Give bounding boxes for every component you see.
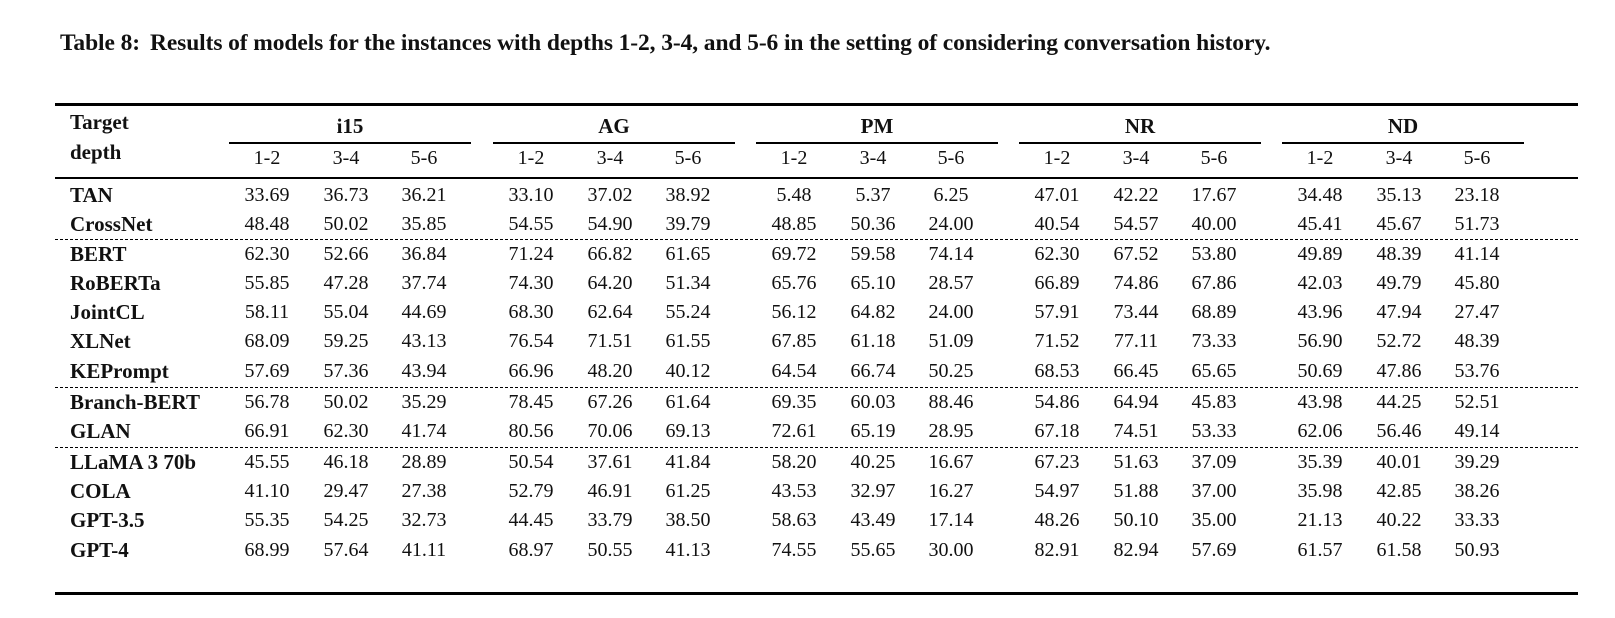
table-cell: 50.55 — [587, 539, 633, 561]
table-cell: 52.79 — [508, 480, 554, 502]
table-cell: 45.67 — [1376, 213, 1422, 235]
table-cell: 17.67 — [1191, 184, 1237, 206]
section-divider — [55, 239, 1578, 240]
table-cell: 53.76 — [1454, 360, 1500, 382]
header-depth-label: depth — [70, 140, 122, 164]
group-header-ag: AG — [598, 114, 630, 138]
table-cell: 28.95 — [928, 420, 974, 442]
table-caption-text: Results of models for the instances with depths 1-2, 3-4, and 5-6 in the setting of considering conversation history. — [149, 30, 1271, 56]
table-cell: 58.11 — [244, 301, 290, 323]
table-cell: 37.61 — [587, 451, 633, 473]
table-top-rule — [55, 103, 1578, 106]
table-cell: 5.48 — [776, 184, 812, 206]
depth-header: 3-4 — [1122, 147, 1150, 169]
table-cell: 66.45 — [1113, 360, 1159, 382]
table-cell: 41.13 — [665, 539, 711, 561]
table-cell: 43.96 — [1297, 301, 1343, 323]
table-cell: 40.00 — [1191, 213, 1237, 235]
table-cell: 69.13 — [665, 420, 711, 442]
model-name: GLAN — [70, 419, 131, 443]
table-cell: 35.00 — [1191, 509, 1237, 531]
table-cell: 46.91 — [587, 480, 633, 502]
depth-header: 1-2 — [1306, 147, 1334, 169]
table-cell: 55.85 — [244, 272, 290, 294]
model-name: BERT — [70, 242, 127, 266]
table-cell: 33.33 — [1454, 509, 1500, 531]
table-cell: 47.28 — [323, 272, 369, 294]
table-cell: 77.11 — [1113, 330, 1159, 352]
table-cell: 50.69 — [1297, 360, 1343, 382]
table-cell: 72.61 — [771, 420, 817, 442]
table-cell: 37.02 — [587, 184, 633, 206]
table-cell: 71.51 — [587, 330, 633, 352]
table-cell: 45.80 — [1454, 272, 1500, 294]
table-cell: 41.84 — [665, 451, 711, 473]
table-cell: 52.72 — [1376, 330, 1422, 352]
table-cell: 51.73 — [1454, 213, 1500, 235]
table-cell: 36.84 — [401, 243, 447, 265]
table-cell: 57.91 — [1034, 301, 1080, 323]
table-cell: 44.45 — [508, 509, 554, 531]
depth-header: 5-6 — [1463, 147, 1491, 169]
table-cell: 61.25 — [665, 480, 711, 502]
table-cell: 66.91 — [244, 420, 290, 442]
model-name: KEPrompt — [70, 359, 169, 383]
table-cell: 48.39 — [1376, 243, 1422, 265]
table-cell: 51.88 — [1113, 480, 1159, 502]
model-name: TAN — [70, 183, 113, 207]
table-cell: 42.85 — [1376, 480, 1422, 502]
table-cell: 48.20 — [587, 360, 633, 382]
table-cell: 73.44 — [1113, 301, 1159, 323]
table-cell: 57.69 — [1191, 539, 1237, 561]
table-cell: 62.30 — [1034, 243, 1080, 265]
table-cell: 61.58 — [1376, 539, 1422, 561]
table-cell: 54.86 — [1034, 391, 1080, 413]
table-cell: 51.34 — [665, 272, 711, 294]
table-cell: 69.35 — [771, 391, 817, 413]
table-cell: 57.64 — [323, 539, 369, 561]
table-cell: 82.91 — [1034, 539, 1080, 561]
table-cell: 40.12 — [665, 360, 711, 382]
table-cell: 40.25 — [850, 451, 896, 473]
model-name: LLaMA 3 70b — [70, 450, 197, 474]
table-cell: 47.94 — [1376, 301, 1422, 323]
table-cell: 35.85 — [401, 213, 447, 235]
table-cell: 61.64 — [665, 391, 711, 413]
depth-header: 1-2 — [253, 147, 281, 169]
table-cell: 71.52 — [1034, 330, 1080, 352]
table-cell: 37.74 — [401, 272, 447, 294]
table-cell: 16.67 — [928, 451, 974, 473]
model-name: CrossNet — [70, 212, 153, 236]
table-cell: 41.11 — [401, 539, 447, 561]
table-cell: 82.94 — [1113, 539, 1159, 561]
table-cell: 43.94 — [401, 360, 447, 382]
table-cell: 38.50 — [665, 509, 711, 531]
table-header-rule — [55, 177, 1578, 179]
table-cell: 50.25 — [928, 360, 974, 382]
table-cell: 56.46 — [1376, 420, 1422, 442]
table-cell: 73.33 — [1191, 330, 1237, 352]
table-cell: 33.69 — [244, 184, 290, 206]
table-cell: 65.76 — [771, 272, 817, 294]
group-header-nd: ND — [1387, 114, 1419, 138]
table-cell: 68.99 — [244, 539, 290, 561]
table-cell: 49.89 — [1297, 243, 1343, 265]
table-cell: 47.86 — [1376, 360, 1422, 382]
table-cell: 17.14 — [928, 509, 974, 531]
depth-header: 1-2 — [517, 147, 545, 169]
table-cell: 49.79 — [1376, 272, 1422, 294]
table-cell: 52.66 — [323, 243, 369, 265]
table-cell: 61.65 — [665, 243, 711, 265]
table-cell: 64.20 — [587, 272, 633, 294]
table-cell: 54.25 — [323, 509, 369, 531]
table-cell: 66.96 — [508, 360, 554, 382]
table-cell: 49.14 — [1454, 420, 1500, 442]
table-cell: 53.33 — [1191, 420, 1237, 442]
depth-header: 5-6 — [674, 147, 702, 169]
table-cell: 64.54 — [771, 360, 817, 382]
table-cell: 42.03 — [1297, 272, 1343, 294]
table-cell: 60.03 — [850, 391, 896, 413]
depth-header: 5-6 — [410, 147, 438, 169]
table-cell: 43.53 — [771, 480, 817, 502]
table-cell: 36.21 — [401, 184, 447, 206]
table-cell: 43.98 — [1297, 391, 1343, 413]
table-cell: 50.02 — [323, 213, 369, 235]
table-cell: 62.64 — [587, 301, 633, 323]
model-name: COLA — [70, 479, 131, 503]
table-cell: 30.00 — [928, 539, 974, 561]
table-cell: 34.48 — [1297, 184, 1343, 206]
table-cell: 55.65 — [850, 539, 896, 561]
depth-header: 3-4 — [596, 147, 624, 169]
table-cell: 6.25 — [933, 184, 969, 206]
model-name: GPT-3.5 — [70, 508, 145, 532]
depth-header: 1-2 — [1043, 147, 1071, 169]
depth-header: 1-2 — [780, 147, 808, 169]
table-cell: 36.73 — [323, 184, 369, 206]
table-cell: 37.09 — [1191, 451, 1237, 473]
depth-header: 3-4 — [859, 147, 887, 169]
table-cell: 48.26 — [1034, 509, 1080, 531]
table-cell: 24.00 — [928, 213, 974, 235]
table-cell: 62.06 — [1297, 420, 1343, 442]
table-cell: 21.13 — [1297, 509, 1343, 531]
depth-header: 5-6 — [1200, 147, 1228, 169]
table-cell: 88.46 — [928, 391, 974, 413]
table-cell: 23.18 — [1454, 184, 1500, 206]
table-cell: 37.00 — [1191, 480, 1237, 502]
header-target-label: Target — [70, 110, 129, 134]
table-cell: 67.85 — [771, 330, 817, 352]
table-cell: 50.93 — [1454, 539, 1500, 561]
table-cell: 27.47 — [1454, 301, 1500, 323]
table-cell: 62.30 — [244, 243, 290, 265]
table-cell: 50.02 — [323, 391, 369, 413]
table-cell: 68.09 — [244, 330, 290, 352]
table-cell: 68.97 — [508, 539, 554, 561]
table-cell: 45.55 — [244, 451, 290, 473]
table-cell: 27.38 — [401, 480, 447, 502]
table-cell: 67.26 — [587, 391, 633, 413]
section-divider — [55, 447, 1578, 448]
table-cell: 53.80 — [1191, 243, 1237, 265]
section-divider — [55, 387, 1578, 388]
table-cell: 50.10 — [1113, 509, 1159, 531]
table-cell: 44.69 — [401, 301, 447, 323]
table-cell: 71.24 — [508, 243, 554, 265]
table-cell: 59.25 — [323, 330, 369, 352]
table-cell: 80.56 — [508, 420, 554, 442]
table-cell: 59.58 — [850, 243, 896, 265]
table-cell: 39.29 — [1454, 451, 1500, 473]
table-cell: 28.57 — [928, 272, 974, 294]
table-bottom-rule — [55, 592, 1578, 595]
table-cell: 78.45 — [508, 391, 554, 413]
table-cell: 66.74 — [850, 360, 896, 382]
table-cell: 28.89 — [401, 451, 447, 473]
table-caption — [60, 30, 1580, 57]
table-cell: 39.79 — [665, 213, 711, 235]
table-cell: 74.86 — [1113, 272, 1159, 294]
model-name: Branch-BERT — [70, 390, 200, 414]
table-cell: 33.79 — [587, 509, 633, 531]
table-cell: 45.41 — [1297, 213, 1343, 235]
model-name: XLNet — [70, 329, 131, 353]
table-cell: 35.29 — [401, 391, 447, 413]
table-cell: 74.14 — [928, 243, 974, 265]
table-cell: 40.01 — [1376, 451, 1422, 473]
table-caption-label: Table 8: — [60, 30, 140, 56]
table-cell: 24.00 — [928, 301, 974, 323]
table-cell: 35.39 — [1297, 451, 1343, 473]
table-cell: 68.89 — [1191, 301, 1237, 323]
table-cell: 48.48 — [244, 213, 290, 235]
table-cell: 54.97 — [1034, 480, 1080, 502]
table-cell: 38.26 — [1454, 480, 1500, 502]
table-cell: 51.63 — [1113, 451, 1159, 473]
table-cell: 48.85 — [771, 213, 817, 235]
table-cell: 35.98 — [1297, 480, 1343, 502]
table-cell: 16.27 — [928, 480, 974, 502]
table-cell: 74.51 — [1113, 420, 1159, 442]
table-cell: 44.25 — [1376, 391, 1422, 413]
table-cell: 45.83 — [1191, 391, 1237, 413]
table-cell: 40.22 — [1376, 509, 1422, 531]
table-cell: 58.63 — [771, 509, 817, 531]
table-cell: 62.30 — [323, 420, 369, 442]
table-cell: 74.30 — [508, 272, 554, 294]
table-cell: 54.90 — [587, 213, 633, 235]
table-cell: 42.22 — [1113, 184, 1159, 206]
depth-header: 5-6 — [937, 147, 965, 169]
table-cell: 66.89 — [1034, 272, 1080, 294]
table-cell: 56.12 — [771, 301, 817, 323]
model-name: RoBERTa — [70, 271, 161, 295]
table-cell: 29.47 — [323, 480, 369, 502]
table-cell: 74.55 — [771, 539, 817, 561]
table-cell: 58.20 — [771, 451, 817, 473]
model-name: GPT-4 — [70, 538, 129, 562]
table-cell: 61.55 — [665, 330, 711, 352]
table-cell: 41.14 — [1454, 243, 1500, 265]
table-cell: 65.65 — [1191, 360, 1237, 382]
table-cell: 57.69 — [244, 360, 290, 382]
table-cell: 61.57 — [1297, 539, 1343, 561]
table-cell: 47.01 — [1034, 184, 1080, 206]
table-cell: 70.06 — [587, 420, 633, 442]
group-header-pm: PM — [860, 114, 894, 138]
table-cell: 43.49 — [850, 509, 896, 531]
table-cell: 76.54 — [508, 330, 554, 352]
table-cell: 68.30 — [508, 301, 554, 323]
table-cell: 67.23 — [1034, 451, 1080, 473]
group-header-i15: i15 — [336, 114, 364, 138]
table-cell: 51.09 — [928, 330, 974, 352]
table-cell: 65.10 — [850, 272, 896, 294]
table-cell: 57.36 — [323, 360, 369, 382]
table-cell: 40.54 — [1034, 213, 1080, 235]
table-cell: 5.37 — [855, 184, 891, 206]
table-cell: 50.54 — [508, 451, 554, 473]
table-cell: 43.13 — [401, 330, 447, 352]
table-cell: 64.94 — [1113, 391, 1159, 413]
table-cell: 48.39 — [1454, 330, 1500, 352]
table-cell: 56.78 — [244, 391, 290, 413]
table-cell: 67.18 — [1034, 420, 1080, 442]
table-cell: 35.13 — [1376, 184, 1422, 206]
table-cell: 38.92 — [665, 184, 711, 206]
table-cell: 55.35 — [244, 509, 290, 531]
table-cell: 41.74 — [401, 420, 447, 442]
table-cell: 54.55 — [508, 213, 554, 235]
table-cell: 67.52 — [1113, 243, 1159, 265]
table-cell: 52.51 — [1454, 391, 1500, 413]
table-cell: 32.97 — [850, 480, 896, 502]
table-cell: 32.73 — [401, 509, 447, 531]
table-cell: 55.24 — [665, 301, 711, 323]
group-header-nr: NR — [1124, 114, 1156, 138]
table-cell: 67.86 — [1191, 272, 1237, 294]
table-cell: 41.10 — [244, 480, 290, 502]
table-cell: 54.57 — [1113, 213, 1159, 235]
table-cell: 61.18 — [850, 330, 896, 352]
depth-header: 3-4 — [1385, 147, 1413, 169]
table-cell: 69.72 — [771, 243, 817, 265]
table-cell: 66.82 — [587, 243, 633, 265]
table-cell: 55.04 — [323, 301, 369, 323]
table-cell: 33.10 — [508, 184, 554, 206]
model-name: JointCL — [70, 300, 145, 324]
table-cell: 56.90 — [1297, 330, 1343, 352]
depth-header: 3-4 — [332, 147, 360, 169]
table-cell: 50.36 — [850, 213, 896, 235]
table-cell: 65.19 — [850, 420, 896, 442]
table-cell: 46.18 — [323, 451, 369, 473]
table-cell: 68.53 — [1034, 360, 1080, 382]
table-cell: 64.82 — [850, 301, 896, 323]
